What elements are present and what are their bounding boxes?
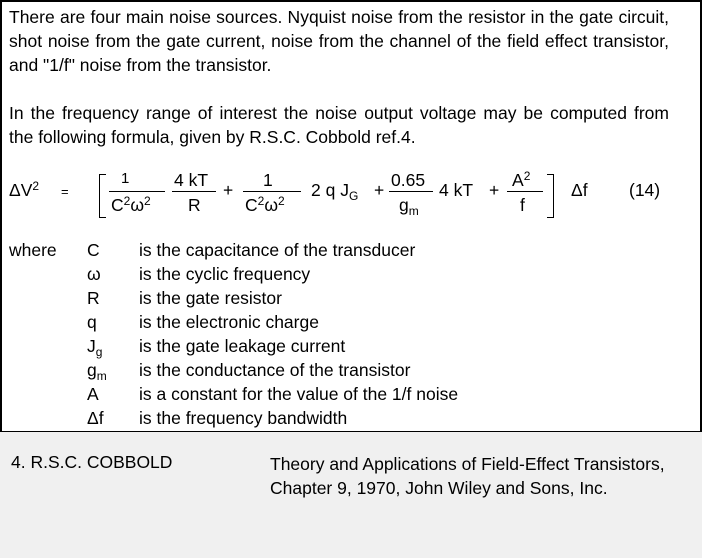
reference-text: Theory and Applications of Field-Effect Transistors, Chapter 9, 1970, John Wiley and Sons, Inc. <box>270 454 665 498</box>
eq-t2-num: 4 kT <box>174 170 209 190</box>
eq-t4: 2 q $J_G$ <box>311 180 359 203</box>
paragraph-noise-sources: There are four main noise sources. Nyquist noise from the resistor in the gate circuit, shot noise from the gate current, noise from the channel of the field effect transistor, and "1/f" noise from the transistor. <box>9 7 669 75</box>
noise-equation <box>9 168 689 224</box>
definition-text: is the gate resistor <box>139 288 282 308</box>
eq-plus-1: + <box>223 180 234 200</box>
definition-symbol: A <box>87 384 99 404</box>
eq-left-bracket <box>99 174 106 218</box>
eq-t3-den: $C^2\omega^2$ <box>245 194 285 215</box>
reference-label: 4. R.S.C. COBBOLD <box>11 452 173 472</box>
page-top-border <box>0 0 702 2</box>
definition-symbol: $J_g$ <box>87 336 103 359</box>
eq-equals: = <box>61 184 69 199</box>
definition-symbol: $g_m$ <box>87 360 107 383</box>
eq-t7-line <box>507 191 543 192</box>
definition-text: is the cyclic frequency <box>139 264 311 284</box>
eq-t1-line <box>109 191 165 192</box>
eq-number: (14) <box>629 180 661 200</box>
eq-t5-line <box>389 191 433 192</box>
definition-symbol: C <box>87 240 100 260</box>
definition-symbol: ω <box>87 264 101 284</box>
eq-t7-den: f <box>520 195 525 215</box>
definition-symbol: Δf <box>87 408 104 428</box>
definition-text: is the conductance of the transistor <box>139 360 411 380</box>
eq-t5-num: 0.65 <box>391 170 426 190</box>
eq-t1-num: 1 <box>121 170 130 187</box>
eq-t7-num: $A^2$ <box>512 169 531 190</box>
definition-symbol: q <box>87 312 97 332</box>
eq-plus-3: + <box>489 180 500 200</box>
eq-t6: 4 kT <box>439 180 474 200</box>
definition-text: is the electronic charge <box>139 312 319 332</box>
eq-t3-line <box>243 191 301 192</box>
eq-t2-line <box>172 191 216 192</box>
paragraph-formula-intro: In the frequency range of interest the noise output voltage may be computed from the following formula, given by R.S.C. Cobbold ref.4. <box>9 103 669 147</box>
eq-plus-2: + <box>374 180 385 200</box>
definition-text: is the frequency bandwidth <box>139 408 348 428</box>
eq-t2-den: R <box>188 195 201 215</box>
eq-lhs: $\Delta V^2$ <box>9 179 40 200</box>
eq-t3-num: 1 <box>263 170 273 190</box>
definition-text: is the capacitance of the transducer <box>139 240 416 260</box>
eq-delta-f: Δf <box>571 180 588 200</box>
eq-right-bracket <box>547 174 554 218</box>
definition-symbol: R <box>87 288 100 308</box>
eq-t1-den: $C^2\omega^2$ <box>111 194 151 215</box>
definition-text: is a constant for the value of the 1/f noise <box>139 384 459 404</box>
eq-t5-den: $g_m$ <box>399 195 419 218</box>
definition-text: is the gate leakage current <box>139 336 346 356</box>
where-label: where <box>9 240 57 260</box>
